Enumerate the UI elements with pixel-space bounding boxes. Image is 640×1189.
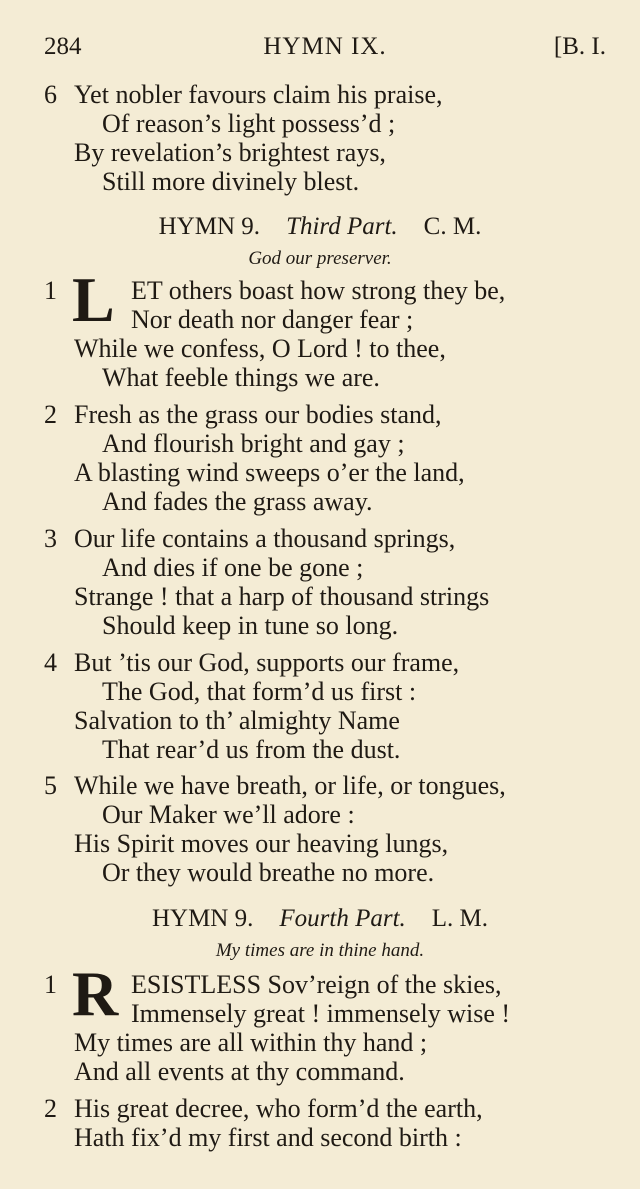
- stanza-number: 4: [44, 648, 57, 677]
- verse-line: His Spirit moves our heaving lungs,: [74, 829, 449, 858]
- hymn-number: HYMN 9.: [151, 905, 254, 932]
- verse-line: Nor death nor danger fear ;: [131, 305, 414, 334]
- hymn-meter: C. M.: [423, 213, 482, 240]
- verse-line: Or they would breathe no more.: [102, 858, 435, 887]
- verse-line: Salvation to th’ almighty Name: [74, 706, 400, 735]
- verse-line: Immensely great ! immensely wise !: [131, 999, 511, 1028]
- verse-line: My times are all within thy hand ;: [74, 1028, 428, 1057]
- drop-cap: R: [72, 958, 119, 1029]
- stanza-number: 1: [44, 970, 57, 999]
- stanza-number: 5: [44, 771, 57, 800]
- hymn-heading-third-part: [0, 212, 640, 242]
- verse-line: Yet nobler favours claim his praise,: [74, 80, 443, 109]
- stanza-number: 6: [44, 80, 57, 109]
- book-marker: [B. I.: [553, 33, 606, 60]
- stanza-number: 2: [44, 1094, 57, 1123]
- verse-line: The God, that form’d us first :: [102, 677, 417, 706]
- running-title: HYMN IX.: [263, 33, 387, 60]
- running-head: [44, 30, 606, 64]
- verse-line: And fades the grass away.: [102, 487, 373, 516]
- verse-line: That rear’d us from the dust.: [102, 735, 401, 764]
- hymn-part: Fourth Part.: [279, 905, 406, 932]
- hymn-number: HYMN 9.: [158, 213, 261, 240]
- verse-line: ESISTLESS Sov’reign of the skies,: [131, 970, 502, 999]
- verse-line: Fresh as the grass our bodies stand,: [74, 400, 442, 429]
- stanza-number: 2: [44, 400, 57, 429]
- verse-line: By revelation’s brightest rays,: [74, 138, 386, 167]
- verse-line: Our Maker we’ll adore :: [102, 800, 355, 829]
- hymn-meter: L. M.: [431, 905, 489, 932]
- verse-line: And all events at thy command.: [74, 1057, 405, 1086]
- verse-line: A blasting wind sweeps o’er the land,: [74, 458, 465, 487]
- verse-line: Should keep in tune so long.: [102, 611, 399, 640]
- verse-line: Hath fix’d my first and second birth :: [74, 1123, 462, 1152]
- verse-line: While we confess, O Lord ! to thee,: [74, 334, 446, 363]
- hymn-subtitle: God our preserver.: [248, 248, 392, 269]
- page-number: 284: [44, 33, 82, 60]
- hymn-part: Third Part.: [286, 213, 398, 240]
- verse-line: Still more divinely blest.: [102, 167, 360, 196]
- stanza-number: 1: [44, 276, 57, 305]
- hymn-subtitle: My times are in thine hand.: [215, 940, 425, 961]
- verse-line: And flourish bright and gay ;: [102, 429, 405, 458]
- verse-line: What feeble things we are.: [102, 363, 380, 392]
- verse-line: Of reason’s light possess’d ;: [102, 109, 396, 138]
- verse-line: And dies if one be gone ;: [102, 553, 364, 582]
- stanza-number: 3: [44, 524, 57, 553]
- verse-line: His great decree, who form’d the earth,: [74, 1094, 483, 1123]
- verse-line: But ’tis our God, supports our frame,: [74, 648, 460, 677]
- verse-line: While we have breath, or life, or tongues,: [74, 771, 506, 800]
- drop-cap: L: [72, 264, 115, 335]
- verse-line: Our life contains a thousand springs,: [74, 524, 456, 553]
- verse-line: ET others boast how strong they be,: [131, 276, 506, 305]
- verse-line: Strange ! that a harp of thousand strings: [74, 582, 490, 611]
- hymn-heading-fourth-part: [0, 904, 640, 934]
